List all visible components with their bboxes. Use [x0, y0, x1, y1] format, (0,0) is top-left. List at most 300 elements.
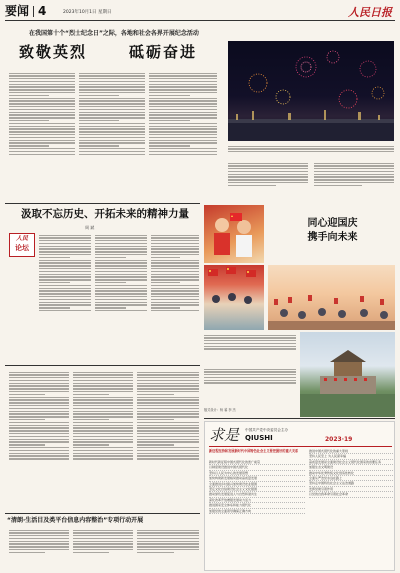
text-line	[73, 427, 133, 428]
text-line	[95, 299, 147, 300]
text-line	[9, 106, 75, 107]
text-line	[149, 134, 217, 135]
text-line	[39, 237, 91, 238]
text-line	[95, 276, 147, 277]
text-line	[137, 433, 199, 434]
text-line	[9, 114, 75, 115]
photo-feature	[204, 205, 395, 417]
text-line	[79, 117, 145, 118]
text-line	[39, 251, 91, 252]
text-line	[95, 271, 147, 272]
text-line	[73, 388, 133, 389]
text-line	[9, 427, 69, 428]
text-line	[95, 251, 147, 252]
text-line	[228, 174, 308, 175]
text-line	[151, 274, 199, 275]
text-line	[204, 382, 296, 383]
text-line	[73, 444, 109, 445]
text-line	[79, 114, 145, 115]
text-line	[39, 299, 91, 300]
mid-col-1	[9, 370, 69, 510]
text-line	[79, 142, 145, 143]
qiushi-item: 发挥党建引领作用	[309, 487, 393, 492]
text-line	[314, 179, 394, 180]
qiushi-item: 以党的自我革命引领社会革命	[309, 492, 393, 497]
text-line	[73, 391, 133, 392]
flags-graphic	[204, 265, 264, 330]
text-line	[9, 532, 69, 533]
text-line	[9, 385, 69, 386]
text-line	[151, 288, 199, 289]
qiushi-item: 加强党的全面领导确保正确方向	[209, 509, 305, 514]
text-line	[39, 296, 91, 297]
text-line	[137, 422, 199, 423]
qiushi-name-en: QIUSHI	[245, 434, 273, 442]
text-line	[137, 532, 199, 533]
text-line	[79, 126, 145, 127]
text-line	[137, 444, 174, 445]
top-col-2	[79, 71, 145, 201]
text-line	[9, 73, 75, 74]
text-line	[79, 92, 145, 93]
text-line	[9, 450, 69, 451]
text-line	[228, 176, 308, 177]
text-line	[39, 274, 91, 275]
text-line	[9, 112, 75, 113]
text-line	[9, 374, 69, 375]
fireworks-caption	[228, 144, 394, 158]
text-line	[204, 340, 296, 341]
qiushi-item: 高质量发展是全面建设社会主义现代化国家的首要任务	[309, 460, 393, 465]
text-line	[95, 307, 126, 308]
text-line	[137, 411, 199, 412]
text-line	[149, 106, 217, 107]
text-line	[95, 257, 126, 258]
top-col-4	[228, 161, 308, 201]
text-line	[73, 430, 133, 431]
text-line	[73, 419, 109, 420]
text-line	[9, 425, 69, 426]
qiushi-item: 加快构建新发展格局推动高质量发展	[209, 476, 305, 481]
qiushi-rule	[209, 446, 392, 447]
text-line	[151, 304, 199, 305]
text-line	[73, 552, 109, 553]
text-line	[79, 86, 145, 87]
text-line	[9, 402, 69, 403]
text-line	[9, 408, 69, 409]
text-line	[9, 552, 45, 553]
text-line	[204, 380, 296, 381]
badge-top: 人民	[15, 235, 28, 242]
text-line	[137, 441, 199, 442]
text-line	[79, 151, 145, 152]
qiushi-item: 推进国家安全体系和能力现代化	[209, 503, 305, 508]
text-line	[149, 114, 217, 115]
text-line	[9, 439, 69, 440]
text-line	[9, 140, 75, 141]
text-line	[149, 154, 217, 155]
text-line	[9, 86, 75, 87]
top-kicker: 在我国第十个“烈士纪念日”之际，各地和社会各界开展纪念活动	[29, 30, 199, 37]
text-line	[39, 307, 70, 308]
text-line	[9, 399, 69, 400]
text-line	[228, 146, 394, 147]
text-line	[9, 142, 75, 143]
text-line	[137, 385, 199, 386]
text-line	[149, 142, 217, 143]
text-line	[9, 95, 49, 96]
castle-graphic	[300, 332, 395, 417]
text-line	[9, 422, 69, 423]
section-divider	[33, 6, 34, 17]
text-line	[73, 541, 133, 542]
text-line	[149, 145, 190, 146]
text-line	[149, 148, 217, 149]
text-line	[137, 397, 199, 398]
top-title	[11, 41, 221, 61]
text-line	[95, 235, 147, 236]
text-line	[151, 251, 199, 252]
text-line	[39, 282, 70, 283]
text-line	[151, 268, 199, 269]
text-line	[39, 243, 91, 244]
text-line	[149, 137, 217, 138]
text-line	[39, 293, 91, 294]
text-line	[137, 377, 199, 378]
text-line	[314, 163, 394, 164]
mid-col-2	[73, 370, 133, 510]
text-line	[79, 128, 145, 129]
text-line	[137, 380, 199, 381]
text-line	[149, 75, 217, 76]
text-line	[9, 413, 69, 414]
text-line	[137, 383, 199, 384]
qiushi-item: 以制度建设推进中国式现代化	[209, 465, 305, 470]
text-line	[204, 377, 296, 378]
text-line	[95, 296, 147, 297]
text-line	[79, 89, 145, 90]
text-line	[314, 168, 394, 169]
text-line	[137, 391, 199, 392]
text-line	[79, 140, 145, 141]
top-col-3	[149, 71, 217, 201]
text-line	[9, 131, 75, 132]
text-line	[9, 411, 69, 412]
text-line	[73, 405, 133, 406]
text-line	[73, 436, 133, 437]
text-line	[73, 530, 133, 531]
text-line	[39, 246, 91, 247]
qiushi-org: 中国共产党中央委员会主办	[245, 428, 289, 432]
text-line	[9, 419, 45, 420]
text-line	[228, 179, 308, 180]
text-line	[149, 140, 217, 141]
text-line	[79, 95, 119, 96]
text-line	[95, 304, 147, 305]
text-line	[79, 134, 145, 135]
text-line	[73, 549, 133, 550]
text-line	[137, 453, 199, 454]
text-line	[151, 260, 199, 261]
commentary-byline: 周 斌	[85, 225, 95, 230]
text-line	[9, 145, 49, 146]
text-line	[314, 185, 362, 186]
commentary-col-2	[95, 233, 147, 357]
qiushi-logo: 求是	[209, 426, 240, 444]
text-line	[9, 535, 69, 536]
text-line	[149, 100, 217, 101]
feature-title-1: 同心迎国庆	[307, 218, 358, 229]
text-line	[79, 154, 145, 155]
text-line	[9, 455, 69, 456]
text-line	[137, 546, 199, 547]
text-line	[204, 343, 296, 344]
text-line	[79, 148, 145, 149]
text-line	[9, 123, 75, 124]
text-line	[137, 458, 199, 459]
text-line	[149, 84, 217, 85]
text-line	[95, 260, 147, 261]
text-line	[137, 538, 199, 539]
text-line	[149, 112, 217, 113]
text-line	[79, 137, 145, 138]
feature-rule	[204, 418, 395, 419]
text-line	[95, 240, 147, 241]
text-line	[73, 408, 133, 409]
text-line	[95, 237, 147, 238]
text-line	[204, 346, 296, 347]
castle-photo	[300, 332, 395, 417]
text-line	[151, 235, 199, 236]
text-line	[73, 402, 133, 403]
text-line	[149, 117, 217, 118]
text-line	[137, 530, 199, 531]
text-line	[39, 285, 91, 286]
text-line	[149, 126, 217, 127]
commentary-col-3	[151, 233, 199, 357]
text-line	[151, 254, 199, 255]
text-line	[151, 240, 199, 241]
text-line	[73, 458, 133, 459]
text-line	[314, 176, 394, 177]
text-line	[79, 78, 145, 79]
text-line	[149, 89, 217, 90]
masthead	[5, 4, 395, 20]
text-line	[95, 290, 147, 291]
text-line	[73, 450, 133, 451]
text-line	[9, 103, 75, 104]
bottom-left-col-1	[9, 528, 69, 570]
text-line	[9, 380, 69, 381]
text-line	[39, 262, 91, 263]
text-line	[73, 447, 133, 448]
mid-col-3	[137, 370, 199, 510]
children-photo	[204, 205, 264, 263]
text-line	[151, 237, 199, 238]
text-line	[151, 290, 199, 291]
text-line	[9, 430, 69, 431]
qiushi-item: 新时代新征程中国式现代化的宽广前景	[209, 460, 305, 465]
qiushi-item: 推进中国式现代化的重大原则	[309, 449, 393, 454]
text-line	[95, 310, 147, 311]
text-line	[79, 81, 145, 82]
text-line	[9, 89, 75, 90]
text-line	[9, 546, 69, 547]
text-line	[73, 416, 133, 417]
text-line	[151, 293, 199, 294]
text-line	[9, 148, 75, 149]
text-line	[149, 103, 217, 104]
text-line	[151, 299, 199, 300]
text-line	[151, 279, 199, 280]
masthead-rule	[5, 20, 395, 21]
text-line	[314, 165, 394, 166]
text-line	[204, 348, 296, 349]
commentary-rule	[5, 365, 200, 366]
text-line	[137, 405, 199, 406]
text-line	[73, 546, 133, 547]
text-line	[73, 543, 133, 544]
text-line	[9, 391, 69, 392]
commentary-col-1	[39, 233, 91, 357]
text-line	[137, 439, 199, 440]
text-line	[9, 377, 69, 378]
text-line	[151, 276, 199, 277]
text-line	[73, 372, 133, 373]
text-line	[95, 302, 147, 303]
text-line	[95, 293, 147, 294]
text-line	[9, 151, 75, 152]
text-line	[73, 433, 133, 434]
text-line	[149, 151, 217, 152]
text-line	[149, 95, 190, 96]
text-line	[9, 538, 69, 539]
text-line	[9, 75, 75, 76]
text-line	[151, 307, 180, 308]
text-line	[9, 383, 69, 384]
text-line	[95, 246, 147, 247]
text-line	[137, 394, 174, 395]
qiushi-right-list	[309, 449, 393, 498]
text-line	[9, 134, 75, 135]
qiushi-item: 推动中华优秀传统文化创造性转化	[309, 471, 393, 476]
text-line	[73, 425, 133, 426]
text-line	[151, 248, 199, 249]
text-line	[9, 154, 75, 155]
text-line	[137, 399, 199, 400]
text-line	[137, 413, 199, 414]
text-line	[95, 274, 147, 275]
text-line	[137, 388, 199, 389]
text-line	[204, 335, 296, 336]
children-graphic	[204, 205, 264, 263]
fireworks-photo	[228, 41, 394, 141]
text-line	[204, 369, 296, 370]
text-line	[9, 92, 75, 93]
text-line	[95, 282, 126, 283]
text-line	[204, 337, 296, 338]
text-line	[137, 436, 199, 437]
text-line	[151, 246, 199, 247]
text-line	[73, 535, 133, 536]
text-line	[137, 450, 199, 451]
feature-caption-1	[204, 333, 296, 363]
text-line	[95, 285, 147, 286]
text-line	[9, 388, 69, 389]
text-line	[9, 405, 69, 406]
text-line	[151, 271, 199, 272]
text-line	[149, 109, 217, 110]
commentary-badge	[9, 233, 35, 257]
text-line	[137, 374, 199, 375]
text-line	[39, 248, 91, 249]
text-line	[204, 374, 296, 375]
text-line	[149, 81, 217, 82]
text-line	[73, 422, 133, 423]
text-line	[151, 302, 199, 303]
text-line	[79, 100, 145, 101]
text-line	[9, 397, 69, 398]
text-line	[228, 168, 308, 169]
text-line	[228, 182, 308, 183]
text-line	[149, 128, 217, 129]
text-line	[314, 171, 394, 172]
text-line	[79, 123, 145, 124]
text-line	[9, 98, 75, 99]
text-line	[314, 174, 394, 175]
qiushi-ad	[204, 421, 395, 571]
bottom-left-col-2	[73, 528, 133, 570]
text-line	[149, 131, 217, 132]
text-line	[39, 290, 91, 291]
text-line	[149, 86, 217, 87]
text-line	[39, 302, 91, 303]
text-line	[151, 282, 180, 283]
text-line	[39, 265, 91, 266]
text-line	[9, 444, 45, 445]
text-line	[73, 453, 133, 454]
text-line	[79, 131, 145, 132]
text-line	[39, 268, 91, 269]
text-line	[137, 455, 199, 456]
text-line	[137, 372, 199, 373]
text-line	[39, 304, 91, 305]
page-number: 4	[38, 4, 47, 18]
text-line	[9, 447, 69, 448]
text-line	[9, 78, 75, 79]
qiushi-item: 坚持人民至上 为人民谋幸福	[309, 454, 393, 459]
text-line	[228, 185, 276, 186]
text-line	[9, 109, 75, 110]
top-story	[5, 23, 395, 203]
text-line	[9, 372, 69, 373]
title-right: 砥砺奋进	[129, 43, 198, 61]
text-line	[228, 151, 394, 152]
text-line	[73, 383, 133, 384]
section-label: 要闻	[5, 4, 30, 18]
text-line	[9, 541, 69, 542]
qiushi-issue: 2023·19	[325, 436, 353, 443]
text-line	[9, 137, 75, 138]
text-line	[39, 279, 91, 280]
text-line	[9, 120, 49, 121]
text-line	[39, 288, 91, 289]
text-line	[39, 310, 91, 311]
text-line	[151, 296, 199, 297]
text-line	[95, 268, 147, 269]
text-line	[137, 447, 199, 448]
text-line	[204, 371, 296, 372]
